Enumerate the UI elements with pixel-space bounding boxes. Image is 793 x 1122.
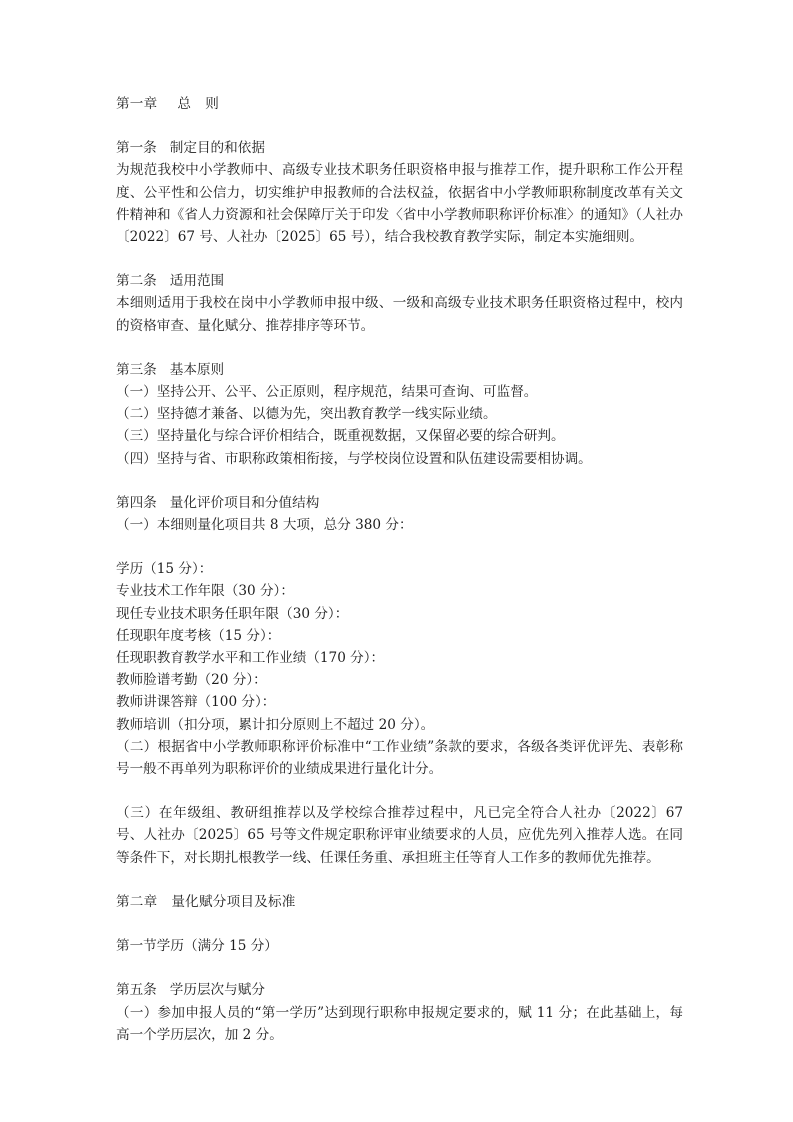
chapter-1-title-prefix: 第一章 xyxy=(116,96,158,112)
score-item-lecture-defense: 教师讲课答辩（100 分）： xyxy=(116,694,276,711)
spacer xyxy=(116,913,683,935)
score-item-current-post-years: 现任专业技术职务任职年限（30 分）： xyxy=(116,605,349,622)
article-3-number: 第三条 xyxy=(116,361,157,378)
spacer xyxy=(116,115,683,137)
article-3-heading xyxy=(116,359,683,381)
chapter-2-title-text: 量化赋分项目及标准 xyxy=(171,893,296,910)
article-4-heading xyxy=(116,492,683,514)
chapter-1-title-word2: 则 xyxy=(205,96,219,112)
score-item-teaching-performance: 任现职教育教学水平和工作业绩（170 分）： xyxy=(116,650,385,667)
article-2-body: 本细则适用于我校在岗中小学教师申报中级、一级和高级专业技术职务任职资格过程中，校内的资格审查、量化赋分、推荐排序等环节。 xyxy=(116,295,683,334)
article-4-item-1: （一）本细则量化项目共 8 大项，总分 380 分： xyxy=(116,517,413,534)
article-3-item: （一）坚持公开、公平、公正原则，程序规范，结果可查询、可监督。 xyxy=(116,384,538,401)
article-4-title: 量化评价项目和分值结构 xyxy=(169,494,320,511)
spacer xyxy=(116,337,683,359)
article-3-item: （二）坚持德才兼备、以德为先，突出教育教学一线实际业绩。 xyxy=(116,406,497,423)
score-item-attendance: 教师脸谱考勤（20 分）： xyxy=(116,672,267,689)
article-1-body: 为规范我校中小学教师中、高级专业技术职务任职资格申报与推荐工作，提升职称工作公开程度、公平性和公信力，切实维护申报教师的合法权益，依据省中小学教师职称制度改革有关文件精神和《省人力资源和社会保障厅关于印发〈省中小学教师职称评价标准〉的通知》（人社办〔2022〕67 号、人社办〔2025〕65 号），结合我校教育教学实际，制定本实施细则。 xyxy=(116,162,683,246)
article-2-heading xyxy=(116,270,683,292)
article-2-number: 第二条 xyxy=(116,273,157,290)
chapter-1-title xyxy=(116,93,683,115)
chapter-2-title-prefix: 第二章 xyxy=(116,893,158,910)
document-body xyxy=(116,93,683,1046)
score-item-training-deduction: 教师培训（扣分项，累计扣分原则上不超过 20 分）。 xyxy=(116,716,435,733)
article-5-number: 第五条 xyxy=(116,982,157,999)
spacer xyxy=(116,957,683,979)
article-3-item: （三）坚持量化与综合评价相结合，既重视数据，又保留必要的综合研判。 xyxy=(116,428,565,445)
spacer xyxy=(116,869,683,891)
article-3-title: 基本原则 xyxy=(169,361,225,378)
spacer xyxy=(116,248,683,270)
article-4-item-2: （二）根据省中小学教师职称评价标准中“工作业绩”条款的要求，各级各类评优评先、表彰称号一般不再单列为职称评价的业绩成果进行量化计分。 xyxy=(116,738,683,778)
article-5-heading xyxy=(116,979,683,1001)
article-1-heading xyxy=(116,137,683,159)
article-3-item: （四）坚持与省、市职称政策相衔接，与学校岗位设置和队伍建设需要相协调。 xyxy=(116,450,592,467)
article-5-title: 学历层次与赋分 xyxy=(169,982,265,999)
article-2-title: 适用范围 xyxy=(169,273,225,290)
score-item-education: 学历（15 分）： xyxy=(116,561,213,578)
spacer xyxy=(116,536,683,558)
section-1-title xyxy=(116,935,683,957)
score-item-annual-review: 任现职年度考核（15 分）： xyxy=(116,627,281,644)
spacer xyxy=(116,780,683,802)
article-1-number: 第一条 xyxy=(116,140,157,157)
score-item-professional-years: 专业技术工作年限（30 分）： xyxy=(116,583,294,600)
chapter-2-title xyxy=(116,891,683,913)
article-4-item-3: （三）在年级组、教研组推荐以及学校综合推荐过程中，凡已完全符合人社办〔2022〕67 号、人社办〔2025〕65 号等文件规定职称评审业绩要求的人员，应优先列入推荐人选。在同等条件下，对长期扎根教学一线、任课任务重、承担班主任等育人工作多的教师优先推荐。 xyxy=(116,805,683,866)
section-1-title-prefix: 第一节 xyxy=(116,938,157,955)
spacer xyxy=(116,470,683,492)
article-5-item-1: （一）参加申报人员的“第一学历”达到现行职称申报规定要求的，赋 11 分；在此基础上，每高一个学历层次，加 2 分。 xyxy=(116,1004,683,1043)
section-1-title-text: 学历（满分 15 分） xyxy=(156,938,278,955)
article-1-title: 制定目的和依据 xyxy=(169,140,265,157)
article-4-number: 第四条 xyxy=(116,494,157,511)
chapter-1-title-word1: 总 xyxy=(177,96,192,112)
